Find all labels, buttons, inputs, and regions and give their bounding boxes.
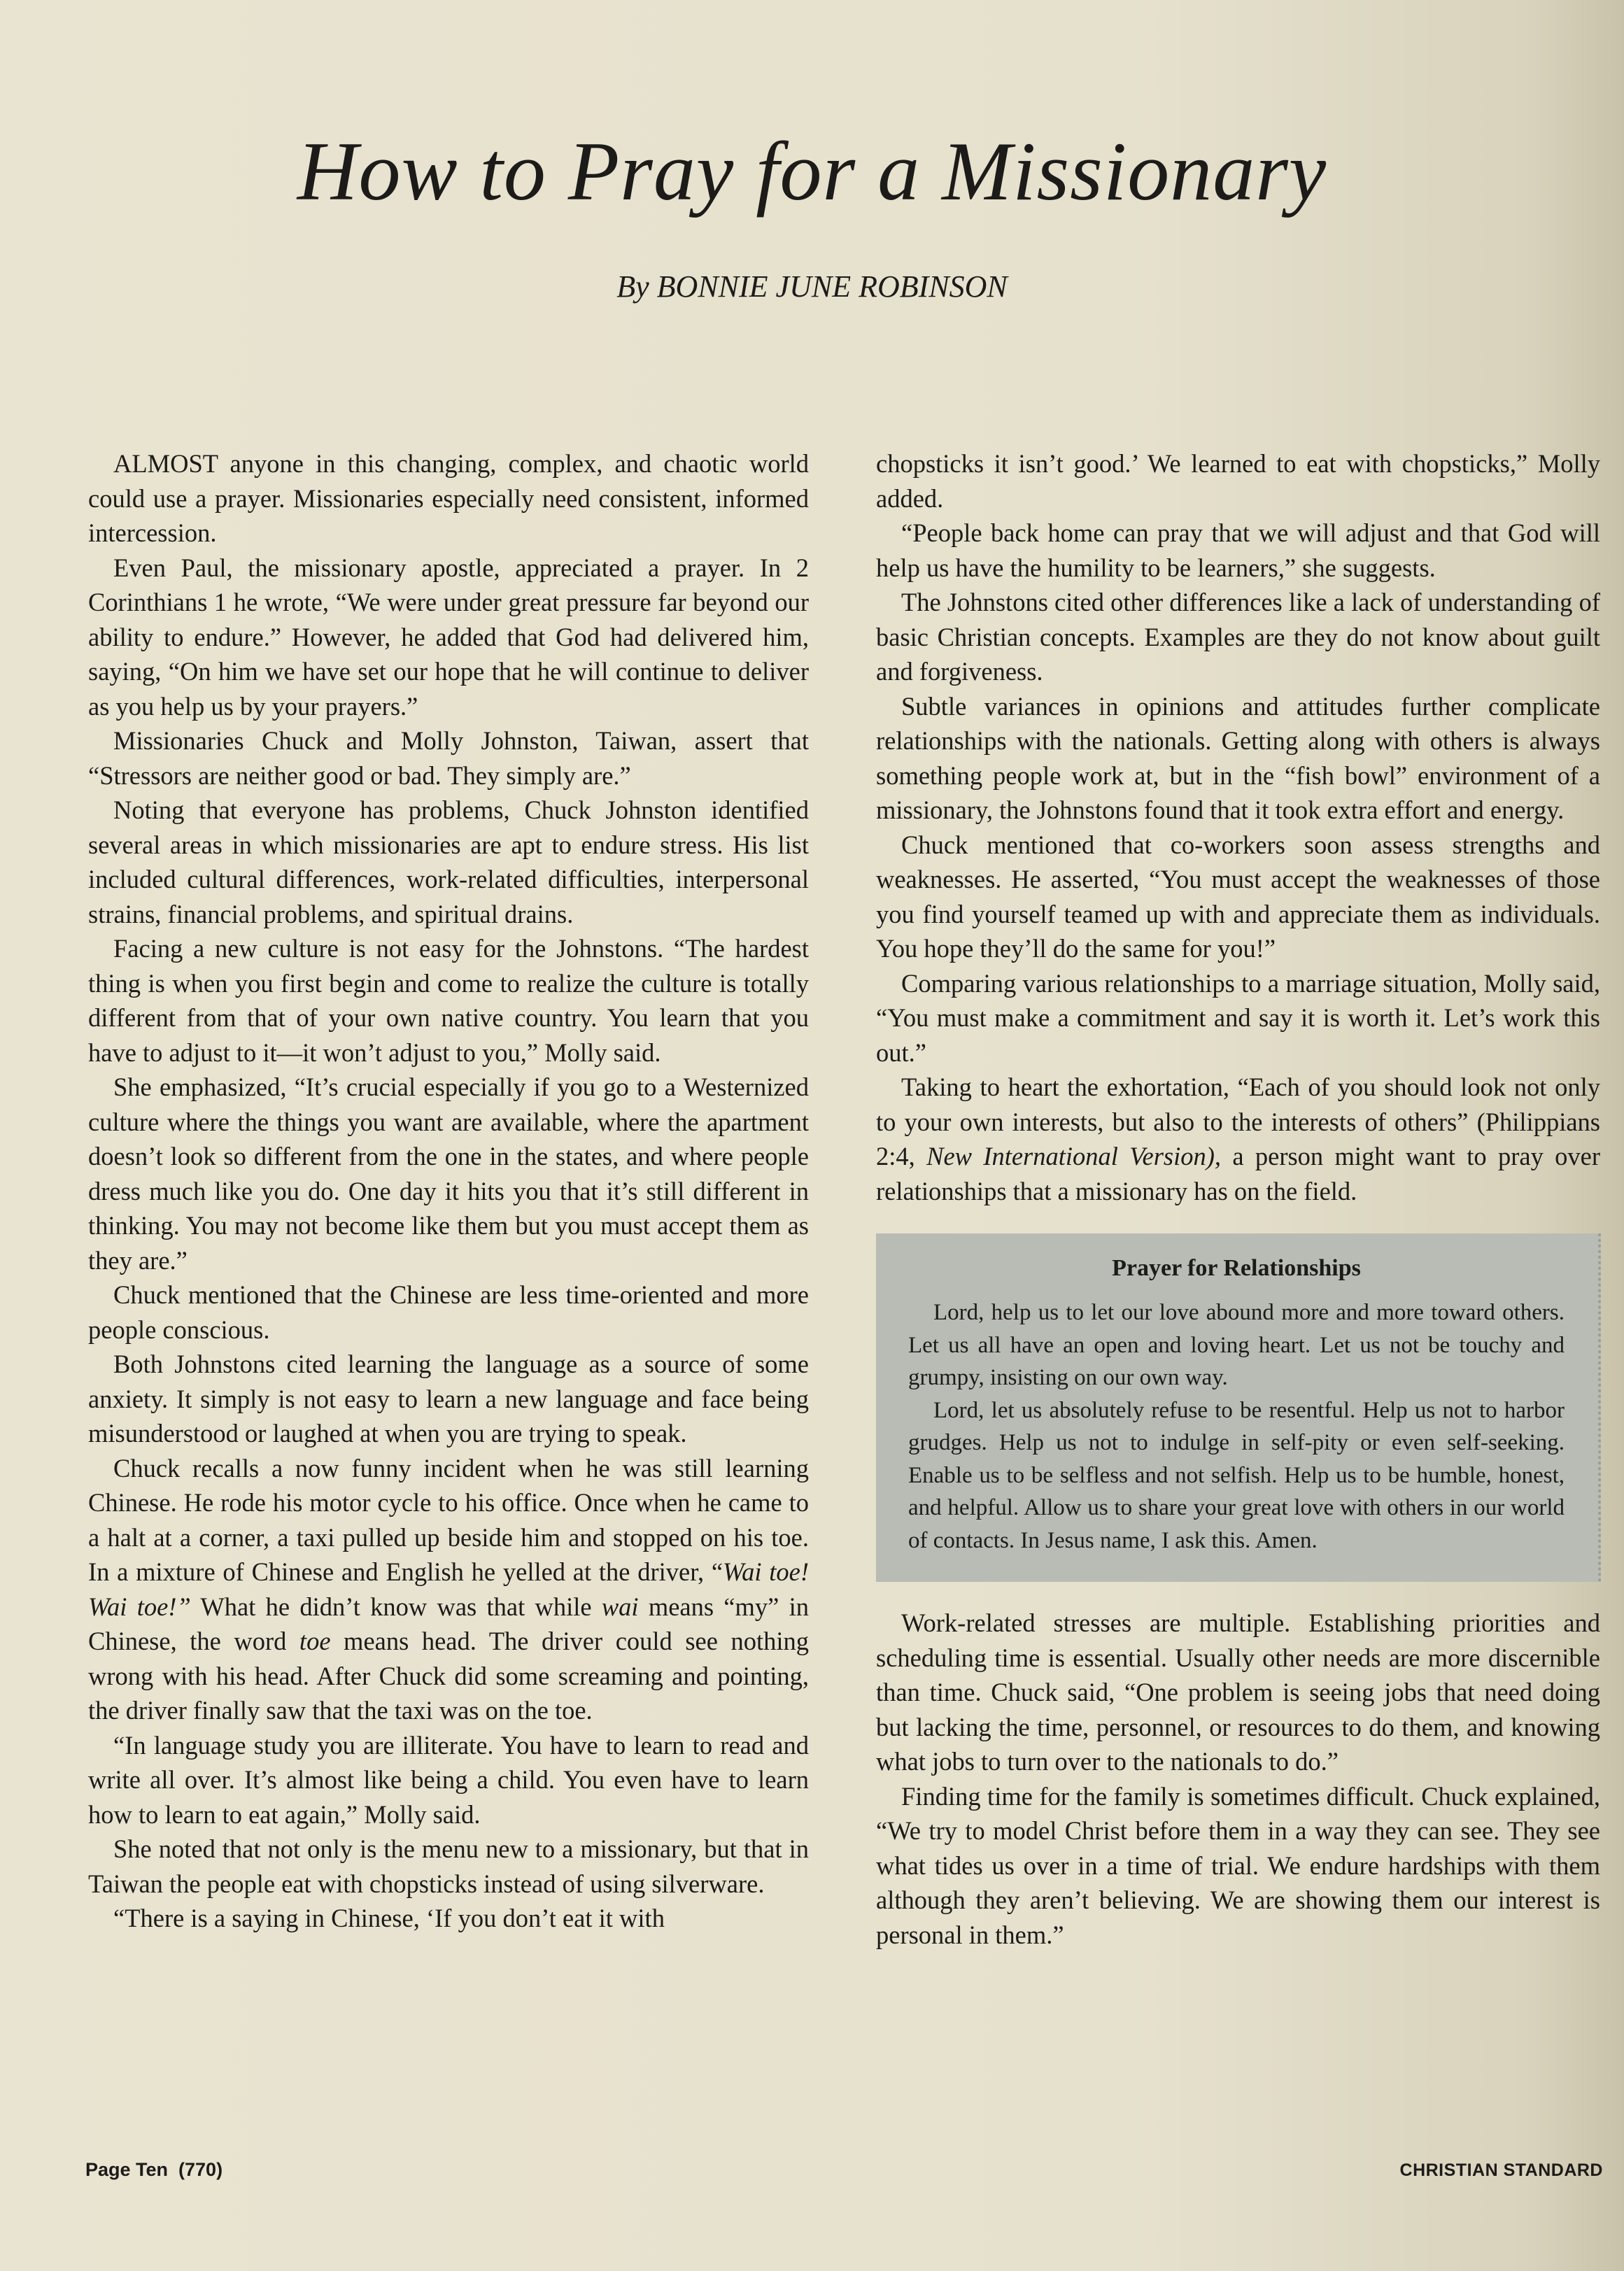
paragraph: Chuck mentioned that co-workers soon assess strengths and weaknesses. He asserted, “You must accept the weaknesses of those you find yourself teamed up with and appreciate them as individuals. You hope they’ll do the same for you!”: [876, 830, 1600, 963]
prayer-paragraph: Lord, let us absolutely refuse to be resentful. Help us not to harbor grudges. Help us not to indulge in self-pity or even self-seeking. Enable us to be selfless and not selfish. Help us to be humble, honest, and helpful. Allow us to share your great love with others in our world of contacts. In Jesus name, I ask this. Amen.: [908, 1397, 1565, 1553]
left-column: [88, 446, 809, 1936]
paragraph: “In language study you are illiterate. You have to learn to read and write all over. It’s almost like being a child. You even have to learn how to learn to eat again,” Molly said.: [88, 1730, 809, 1829]
paragraph-continued: chopsticks it isn’t good.’ We learned to eat with chopsticks,” Molly added.: [876, 449, 1600, 513]
magazine-name: CHRISTIAN STANDARD: [1399, 2160, 1603, 2180]
italic-text: New International Version),: [926, 1142, 1222, 1170]
paragraph: Finding time for the family is sometimes difficult. Chuck explained, “We try to model Christ before them in a way they can see. They see what tides us over in a time of trial. We endure hardships with them although they aren’t believing. We are showing them our interest is personal in them.”: [876, 1781, 1600, 1949]
text-run: means “my” in Chinese, the word: [88, 1592, 809, 1655]
text-run: Taking to heart the exhortation, “Each of you should look not only to your own interests, but also to the interests of others” (Philippians 2:4,: [876, 1073, 1600, 1170]
page-number: Page Ten (770): [85, 2159, 223, 2180]
text-run: Chuck recalls a now funny incident when he was still learning Chinese. He rode his motor cycle to his office. Once when he came to a halt at a corner, a taxi pulled up beside him and stopped on his toe. In a mixture of Chinese and English he yelled at the driver, “: [88, 1453, 809, 1586]
text-run: means head. The driver could see nothing wrong with his head. After Chuck did some screaming and pointing, the driver finally saw that the taxi was on the toe.: [88, 1627, 809, 1725]
paragraph: Chuck mentioned that the Chinese are less time-oriented and more people conscious.: [88, 1280, 809, 1344]
paragraph: The Johnstons cited other differences like a lack of understanding of basic Christian concepts. Examples are they do not know about guilt and forgiveness.: [876, 588, 1600, 686]
paragraph: “There is a saying in Chinese, ‘If you don’t eat it with: [113, 1904, 665, 1932]
paragraph: Noting that everyone has problems, Chuck Johnston identified several areas in which missionaries are apt to endure stress. His list included cultural differences, work-related difficulties, interpersonal strains, financial problems, and spiritual drains.: [88, 795, 809, 928]
paragraph: She emphasized, “It’s crucial especially if you go to a Westernized culture where the things you want are available, where the apartment doesn’t look so different from the one in the states, and where people dress much like you do. One day it hits you that it’s still different in thinking. You may not become like them but you must accept them as they are.”: [88, 1073, 809, 1275]
paragraph: Comparing various relationships to a marriage situation, Molly said, “You must make a commitment and say it is worth it. Let’s work this out.”: [876, 968, 1600, 1067]
paragraph: “People back home can pray that we will adjust and that God will help us have the humility to be learners,” she suggests.: [876, 518, 1600, 582]
italic-text: wai: [601, 1592, 639, 1621]
prayer-sidebar-box: [876, 1233, 1601, 1582]
italic-text: toe: [299, 1627, 331, 1655]
article-title: How to Pray for a Missionary: [297, 125, 1327, 218]
paragraph-philippians: [876, 1070, 1600, 1208]
prayer-heading: Prayer for Relationships: [1112, 1255, 1361, 1281]
paragraph: ALMOST anyone in this changing, complex, and chaotic world could use a prayer. Missionaries especially need consistent, informed intercession.: [88, 449, 809, 547]
text-run: a person might want to pray over relationships that a missionary has on the field.: [876, 1142, 1600, 1205]
text-run: What he didn’t know was that while: [190, 1592, 602, 1621]
paragraph: She noted that not only is the menu new to a missionary, but that in Taiwan the people eat with chopsticks instead of using silverware.: [88, 1834, 809, 1898]
paragraph: Facing a new culture is not easy for the Johnstons. “The hardest thing is when you first begin and come to realize the culture is totally different from that of your own native country. You learn that you have to adjust to it—it won’t adjust to you,” Molly said.: [88, 934, 809, 1067]
article-byline: By BONNIE JUNE ROBINSON: [616, 269, 1008, 304]
paragraph: Subtle variances in opinions and attitudes further complicate relationships with the nationals. Getting along with others is always something people work at, but in the “fish bowl” environment of a missionary, the Johnstons found that it took extra effort and energy.: [876, 691, 1600, 824]
paragraph: Even Paul, the missionary apostle, appreciated a prayer. In 2 Corinthians 1 he wrote, “We were under great pressure far beyond our ability to endure.” However, he added that God had delivered him, saying, “On him we have set our hope that he will continue to deliver as you help us by your prayers.”: [88, 553, 809, 721]
italic-text: Wai toe! Wai toe!”: [88, 1557, 809, 1621]
paragraph: Missionaries Chuck and Molly Johnston, Taiwan, assert that “Stressors are neither good or bad. They simply are.”: [88, 726, 809, 790]
prayer-paragraph: Lord, help us to let our love abound more and more toward others. Let us all have an open and loving heart. Let us not be touchy and grumpy, insisting on our own way.: [908, 1300, 1565, 1390]
paragraph: Both Johnstons cited learning the language as a source of some anxiety. It simply is not easy to learn a new language and face being misunderstood or laughed at when you are trying to speak.: [88, 1350, 809, 1448]
right-column: [876, 446, 1600, 1952]
paragraph-toe-incident: [88, 1451, 809, 1728]
paragraph: Work-related stresses are multiple. Establishing priorities and scheduling time is essential. Usually other needs are more discernible than time. Chuck said, “One problem is seeing jobs that need doing but lacking the time, personnel, or resources to do them, and knowing what jobs to turn over to the nationals to do.”: [876, 1608, 1600, 1776]
